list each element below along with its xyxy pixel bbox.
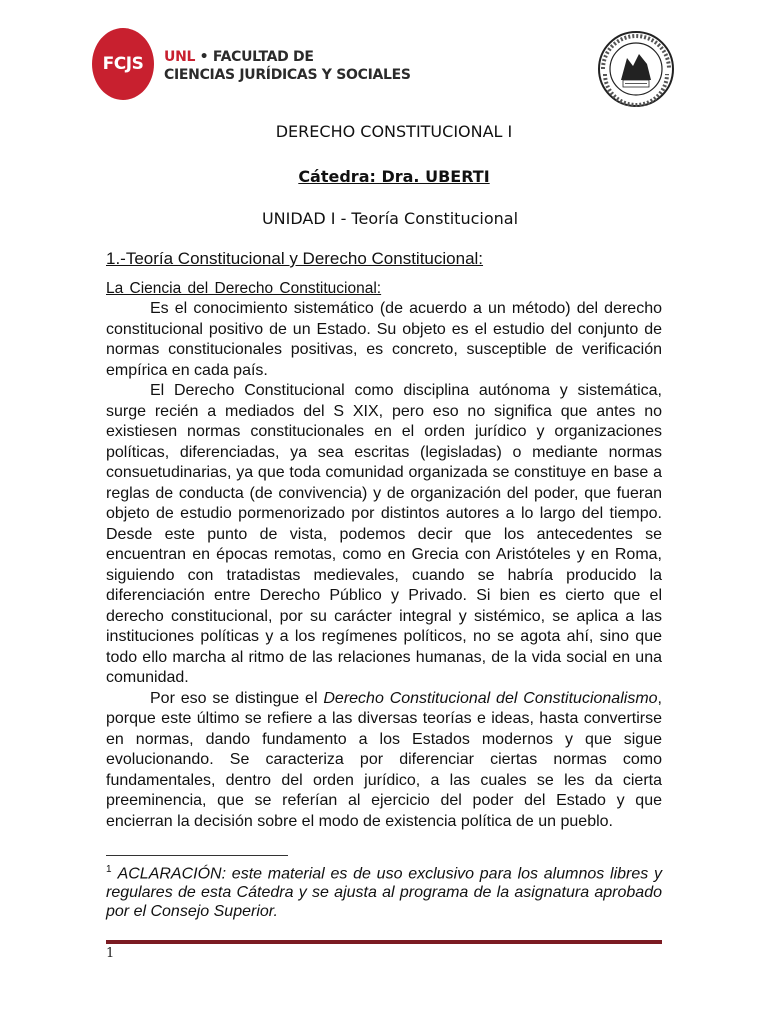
paragraph-3 — [106, 689, 662, 833]
footnote-marker: 1 — [106, 864, 112, 875]
faculty-line-1 — [164, 48, 411, 66]
paragraph-1: Es el conocimiento sistemático (de acuerdo a un método) del derecho constitucional positivo de un Estado. Su objeto es el estudio del conjunto de normas constitucionales positivas, es concreto, susceptible de verificación empírica en cada país. — [106, 300, 662, 379]
fcjs-logo — [92, 28, 154, 100]
footer-bar — [106, 940, 662, 944]
subsection-heading: La Ciencia del Derecho Constitucional: — [106, 280, 382, 297]
footnote — [106, 860, 662, 921]
faculty-line-2: CIENCIAS JURÍDICAS Y SOCIALES — [164, 67, 411, 83]
fcjs-logo-text: FCJS — [102, 54, 144, 74]
paragraph-2: El Derecho Constitucional como disciplina autónoma y sistemática, surge recién a mediados del S XIX, pero eso no significa que antes no existiesen normas constitucionales en el orden jurídico y organizaciones políticas, diferenciadas, ya sea escritas (legisladas) o mediante normas consuetudinarias, ya que toda comunidad organizada se constituye en base a reglas de conducta (de convivencia) y de organización del poder, que fueran objeto de estudio pormenorizado por distintos autores a lo largo del tiempo. Desde este punto de vista, podemos decir que los antecedentes se encuentran en épocas remotas, como en Grecia con Aristóteles y en Roma, siguiendo con tratadistas medievales, cuando se habría producido la diferenciación entre Derecho Público y Privado. Si bien es cierto que el derecho constitucional, por su carácter integral y sistémico, se aplica a las instituciones políticas y a los regímenes políticos, no se agota ahí, sino que todo ello marcha al ritmo de las relaciones humanas, de la vida social en una comunidad. — [106, 382, 662, 686]
paragraph-3-italic: Derecho Constitucional del Constitucionalismo — [323, 689, 658, 707]
faculty-line-1-rest: • FACULTAD DE — [195, 49, 314, 65]
chair-title: Cátedra: Dra. UBERTI — [298, 167, 490, 186]
section-heading: 1.-Teoría Constitucional y Derecho Constitucional: — [106, 249, 484, 268]
page-number: 1 — [106, 946, 115, 961]
faculty-name — [164, 48, 411, 84]
unit-title: UNIDAD I - Teoría Constitucional — [261, 209, 519, 228]
paragraph-3-end: , porque este último se refiere a las diversas teorías e ideas, hasta convertirse en normas, dando fundamento a los Estados modernos y que sigue evolucionando. Se caracteriza por diferenciar ciertas normas como fundamentales, dentro del orden jurídico, a las cuales se les da cierta preeminencia, que se referían al ejercicio del poder del Estado y que encierran la decisión sobre el modo de existencia política de un pueblo. — [106, 689, 662, 830]
paragraph-3-start: Por eso se distingue el — [150, 689, 324, 707]
course-title: DERECHO CONSTITUCIONAL I — [275, 122, 513, 141]
footnote-text: ACLARACIÓN: este material es de uso exclusivo para los alumnos libres y regulares de esta Cátedra y se ajusta al programa de la asignatura aprobado por el Consejo Superior. — [106, 865, 662, 921]
unl-label: UNL — [164, 49, 196, 65]
body-text — [106, 299, 662, 832]
university-seal-icon — [597, 30, 675, 108]
footnote-rule — [106, 855, 288, 856]
